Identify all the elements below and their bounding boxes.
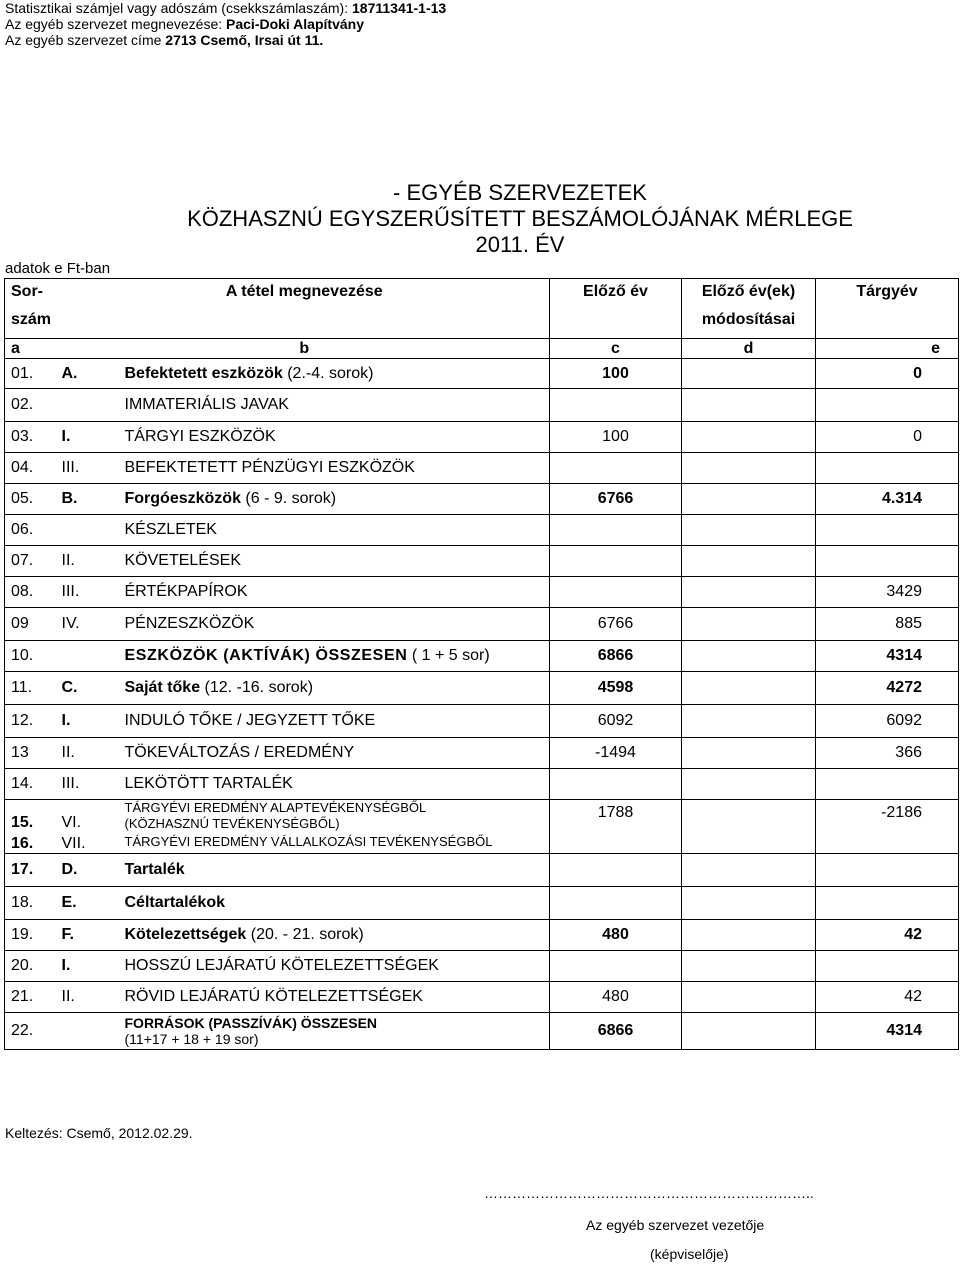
row-code	[60, 359, 117, 389]
row-prev-year-value: 6866	[597, 1021, 634, 1039]
row-code	[60, 577, 117, 608]
col-name: A tétel megnevezése	[60, 279, 550, 339]
row-prev-year	[550, 950, 682, 981]
row-name-suffix: ( 1 + 5 sor)	[407, 647, 490, 664]
row-current-year	[816, 950, 959, 981]
row-modification	[682, 608, 816, 641]
row-name	[117, 389, 550, 422]
row-code	[60, 389, 117, 422]
row-number	[5, 484, 60, 515]
row-modification	[682, 1012, 816, 1049]
table-row	[5, 641, 959, 672]
row-current-year	[816, 577, 959, 608]
row-name-text: HOSSZÚ LEJÁRATÚ KÖTELEZETTSÉGEK	[124, 956, 439, 974]
row-number-text: 04.	[11, 459, 34, 476]
row-current-year	[816, 453, 959, 484]
row-number	[5, 546, 60, 577]
row-current-year-value: 4314	[886, 1021, 922, 1039]
row-code-text: I.	[61, 428, 71, 445]
row-code-text: I.	[61, 956, 71, 974]
row-number	[5, 672, 60, 705]
table-row	[5, 886, 959, 919]
signer-subtitle: (képviselője)	[650, 1246, 729, 1262]
org-name-value: Paci-Doki Alapítvány	[226, 16, 364, 32]
row-name-text: Tartalék	[124, 860, 185, 878]
row-current-year	[816, 359, 959, 389]
row-current-year	[816, 422, 959, 453]
row-current-year	[816, 608, 959, 641]
row-number	[5, 389, 60, 422]
row-prev-year-value: 480	[602, 925, 629, 943]
row-modification	[682, 515, 816, 546]
row-prev-year	[550, 800, 682, 854]
row-current-year	[816, 672, 959, 705]
row-prev-year	[550, 672, 682, 705]
row-name-text: Kötelezettségek	[124, 925, 247, 943]
row-name	[117, 832, 550, 853]
row-name-text: Céltartalékok	[124, 893, 225, 911]
row-code	[60, 672, 117, 705]
row-prev-year	[550, 546, 682, 577]
row-prev-year	[550, 1012, 682, 1049]
row-current-year	[816, 800, 959, 854]
tax-number-value: 18711341-1-13	[352, 0, 447, 16]
row-prev-year	[550, 422, 682, 453]
row-code	[60, 769, 117, 800]
row-name-text: Saját tőke	[124, 679, 201, 696]
row-name	[117, 769, 550, 800]
row-name-line2: (KÖZHASZNÚ TEVÉKENYSÉGBŐL)	[124, 816, 340, 831]
row-code-text: III.	[61, 583, 80, 600]
row-name-text: TÖKEVÁLTOZÁS / EREDMÉNY	[124, 744, 355, 761]
row-current-year-value: 4314	[886, 647, 922, 664]
row-number-text: 02.	[11, 396, 34, 413]
row-code-text: IV.	[61, 615, 80, 632]
row-name	[117, 738, 550, 769]
table-row	[5, 577, 959, 608]
row-current-year-value: 0	[913, 364, 922, 382]
row-prev-year-value: 6766	[597, 615, 634, 632]
table-row	[5, 738, 959, 769]
row-name	[117, 705, 550, 738]
row-name-text: KÖVETELÉSEK	[124, 552, 241, 569]
row-name	[117, 608, 550, 641]
row-name	[117, 800, 550, 833]
row-name-text: Befektetett eszközök	[124, 364, 283, 382]
table-row	[5, 950, 959, 981]
row-prev-year	[550, 705, 682, 738]
row-code	[60, 800, 117, 833]
row-name	[117, 919, 550, 950]
row-number	[5, 950, 60, 981]
row-number-text: 19.	[11, 925, 34, 943]
org-address-label: Az egyéb szervezet címe	[5, 32, 166, 48]
org-address-value: 2713 Csemő, Irsai út 11.	[165, 32, 324, 48]
row-name-text: TÁRGYÉVI EREDMÉNY ALAPTEVÉKENYSÉGBŐL	[124, 800, 427, 815]
row-modification	[682, 853, 816, 886]
row-name-text: PÉNZESZKÖZÖK	[124, 615, 255, 632]
table-row	[5, 608, 959, 641]
row-number	[5, 919, 60, 950]
title-line-1: - EGYÉB SZERVEZETEK	[393, 180, 647, 205]
row-number	[5, 886, 60, 919]
row-current-year	[816, 981, 959, 1012]
letter-c: c	[550, 339, 682, 359]
row-code	[60, 919, 117, 950]
row-code-text: II.	[61, 744, 75, 761]
row-code	[60, 422, 117, 453]
table-row	[5, 705, 959, 738]
row-number-text: 12.	[11, 712, 34, 729]
table-row	[5, 981, 959, 1012]
row-code-text: II.	[61, 552, 75, 569]
row-number	[5, 800, 60, 833]
letter-d: d	[682, 339, 816, 359]
row-prev-year-value: 100	[602, 364, 629, 382]
row-modification	[682, 672, 816, 705]
row-number	[5, 422, 60, 453]
row-number-text: 15.	[11, 814, 34, 831]
balance-sheet-body	[5, 279, 959, 1050]
row-name-suffix: (2.-4. sorok)	[282, 364, 374, 382]
row-code	[60, 484, 117, 515]
row-code	[60, 981, 117, 1012]
row-modification	[682, 981, 816, 1012]
letter-a: a	[5, 339, 60, 359]
org-address-line	[5, 32, 323, 48]
row-name	[117, 1012, 550, 1049]
table-row	[5, 853, 959, 886]
row-code	[60, 453, 117, 484]
col-mod	[682, 279, 816, 339]
row-name-text: TÁRGYI ESZKÖZÖK	[124, 428, 276, 445]
row-prev-year-value: 6866	[597, 647, 634, 664]
row-number-text: 16.	[11, 834, 34, 852]
tax-number-line	[5, 0, 446, 16]
table-row	[5, 515, 959, 546]
row-prev-year-value: 6766	[597, 490, 634, 507]
row-number-text: 08.	[11, 583, 34, 600]
col-sor-line1: Sor-	[11, 283, 43, 300]
row-modification	[682, 422, 816, 453]
row-modification	[682, 641, 816, 672]
row-code-text: E.	[61, 893, 77, 911]
row-current-year	[816, 641, 959, 672]
row-code	[60, 705, 117, 738]
row-current-year	[816, 853, 959, 886]
row-current-year-value: -2186	[881, 804, 922, 821]
table-row	[5, 672, 959, 705]
col-sor	[5, 279, 60, 339]
row-prev-year	[550, 641, 682, 672]
row-number-text: 03.	[11, 428, 34, 445]
row-modification	[682, 705, 816, 738]
row-current-year-value: 3429	[886, 583, 922, 600]
row-code	[60, 1012, 117, 1049]
row-number-text: 11.	[11, 679, 33, 696]
row-modification	[682, 886, 816, 919]
row-code	[60, 853, 117, 886]
signer-title: Az egyéb szervezet vezetője	[586, 1217, 765, 1233]
row-current-year	[816, 484, 959, 515]
row-code-text: VII.	[61, 834, 86, 852]
row-name-line2: (11+17 + 18 + 19 sor)	[124, 1030, 259, 1047]
col-mod-line2: módosításai	[701, 311, 796, 328]
row-number-text: 10.	[11, 647, 34, 664]
row-current-year-value: 6092	[886, 712, 922, 729]
row-number	[5, 705, 60, 738]
row-prev-year	[550, 738, 682, 769]
row-prev-year	[550, 453, 682, 484]
row-name-text: ÉRTÉKPAPÍROK	[124, 583, 248, 600]
row-code	[60, 886, 117, 919]
row-modification	[682, 453, 816, 484]
row-current-year	[816, 919, 959, 950]
row-prev-year-value: 1788	[597, 804, 634, 821]
row-code-text: D.	[61, 860, 78, 878]
letters-row	[5, 339, 959, 359]
row-code-text: VI.	[61, 814, 82, 831]
row-prev-year	[550, 389, 682, 422]
row-code-text: F.	[61, 925, 74, 943]
table-row	[5, 546, 959, 577]
row-code-text: A.	[61, 364, 78, 382]
row-prev-year	[550, 981, 682, 1012]
row-current-year	[816, 546, 959, 577]
row-prev-year	[550, 608, 682, 641]
row-prev-year	[550, 484, 682, 515]
row-prev-year-value: 480	[602, 987, 629, 1005]
row-number	[5, 981, 60, 1012]
row-name-text: Forgóeszközök	[124, 490, 241, 507]
row-name-text: FORRÁSOK (PASSZÍVÁK) ÖSSZESEN	[124, 1014, 378, 1031]
row-name	[117, 672, 550, 705]
row-modification	[682, 950, 816, 981]
row-number	[5, 641, 60, 672]
row-name	[117, 577, 550, 608]
table-row	[5, 359, 959, 389]
row-code-text: C.	[61, 679, 78, 696]
row-prev-year	[550, 919, 682, 950]
col-sor-line2: szám	[11, 311, 52, 328]
row-code	[60, 738, 117, 769]
row-prev-year-value: 4598	[597, 679, 634, 696]
row-name-suffix: (20. - 21. sorok)	[246, 925, 364, 943]
row-prev-year	[550, 769, 682, 800]
row-number-text: 22.	[11, 1021, 34, 1039]
date-line: Keltezés: Csemő, 2012.02.29.	[5, 1125, 193, 1141]
row-modification	[682, 359, 816, 389]
row-current-year-value: 4.314	[881, 490, 922, 507]
balance-sheet-table	[4, 278, 959, 1050]
row-number	[5, 453, 60, 484]
row-name	[117, 453, 550, 484]
row-modification	[682, 919, 816, 950]
title-line-2: KÖZHASZNÚ EGYSZERŰSÍTETT BESZÁMOLÓJÁNAK MÉRLEGE	[187, 206, 853, 231]
row-modification	[682, 546, 816, 577]
row-code	[60, 608, 117, 641]
row-modification	[682, 738, 816, 769]
letter-b: b	[60, 339, 550, 359]
letter-e: e	[816, 339, 959, 359]
org-name-line	[5, 16, 364, 32]
row-number	[5, 515, 60, 546]
row-name	[117, 515, 550, 546]
row-name-text: RÖVID LEJÁRATÚ KÖTELEZETTSÉGEK	[124, 987, 423, 1005]
row-name	[117, 950, 550, 981]
row-prev-year-value: -1494	[595, 744, 636, 761]
row-prev-year	[550, 515, 682, 546]
row-name-text: LEKÖTÖTT TARTALÉK	[124, 775, 293, 792]
row-code	[60, 546, 117, 577]
row-name-text: KÉSZLETEK	[124, 521, 217, 538]
row-number-text: 18.	[11, 893, 34, 911]
row-number-text: 01.	[11, 364, 34, 382]
row-current-year	[816, 886, 959, 919]
row-current-year	[816, 738, 959, 769]
row-number-text: 07.	[11, 552, 34, 569]
row-number	[5, 769, 60, 800]
row-modification	[682, 769, 816, 800]
row-code-text: III.	[61, 459, 80, 476]
table-row	[5, 769, 959, 800]
row-number-text: 14.	[11, 775, 34, 792]
signature-line: ……………………………………………………………..	[484, 1185, 814, 1201]
row-code	[60, 641, 117, 672]
table-row	[5, 800, 959, 833]
row-number	[5, 359, 60, 389]
table-row	[5, 1012, 959, 1049]
row-prev-year	[550, 359, 682, 389]
row-modification	[682, 800, 816, 854]
tax-number-label: Statisztikai számjel vagy adószám (csekkszámlaszám):	[5, 0, 352, 16]
row-modification	[682, 577, 816, 608]
col-cur: Tárgyév	[816, 279, 959, 339]
row-number	[5, 1012, 60, 1049]
row-name	[117, 886, 550, 919]
row-name	[117, 422, 550, 453]
row-current-year	[816, 705, 959, 738]
row-current-year-value: 42	[904, 925, 922, 943]
row-number-text: 17.	[11, 860, 34, 878]
row-name	[117, 641, 550, 672]
row-name-text: IMMATERIÁLIS JAVAK	[124, 396, 289, 413]
row-number-text: 06.	[11, 521, 34, 538]
table-row	[5, 484, 959, 515]
row-current-year	[816, 515, 959, 546]
row-code-text: II.	[61, 987, 75, 1005]
row-name-suffix: (6 - 9. sorok)	[240, 490, 337, 507]
row-number-text: 21.	[11, 987, 34, 1005]
col-prev: Előző év	[550, 279, 682, 339]
row-number-text: 09	[11, 615, 29, 632]
col-mod-line1: Előző év(ek)	[701, 283, 796, 300]
title-year: 2011. ÉV	[475, 232, 565, 257]
row-name-text: ESZKÖZÖK (AKTÍVÁK) ÖSSZESEN	[124, 647, 408, 664]
row-code-text: III.	[61, 775, 80, 792]
row-name-text: BEFEKTETETT PÉNZÜGYI ESZKÖZÖK	[124, 459, 415, 476]
table-row	[5, 453, 959, 484]
row-name	[117, 359, 550, 389]
row-name-text: TÁRGYÉVI EREDMÉNY VÁLLALKOZÁSI TEVÉKENYSÉGBŐL	[124, 834, 493, 850]
row-prev-year-value: 6092	[597, 712, 634, 729]
row-number	[5, 608, 60, 641]
row-name-text: INDULÓ TŐKE / JEGYZETT TŐKE	[124, 712, 376, 729]
row-current-year-value: 4272	[886, 679, 922, 696]
row-current-year-value: 366	[895, 744, 922, 761]
row-name	[117, 546, 550, 577]
row-number-text: 13	[11, 744, 29, 761]
row-prev-year	[550, 577, 682, 608]
row-code-text: B.	[61, 490, 78, 507]
row-number	[5, 832, 60, 853]
row-name-suffix: (12. -16. sorok)	[200, 679, 314, 696]
row-current-year-value: 42	[904, 987, 922, 1005]
row-current-year	[816, 389, 959, 422]
row-code	[60, 950, 117, 981]
row-code	[60, 515, 117, 546]
row-number-text: 20.	[11, 956, 34, 974]
row-prev-year	[550, 853, 682, 886]
row-prev-year	[550, 886, 682, 919]
row-current-year	[816, 769, 959, 800]
row-number	[5, 577, 60, 608]
row-name	[117, 853, 550, 886]
row-code-text: I.	[61, 712, 71, 729]
units-label: adatok e Ft-ban	[5, 260, 111, 277]
row-modification	[682, 389, 816, 422]
row-current-year	[816, 1012, 959, 1049]
row-current-year-value: 0	[913, 428, 922, 445]
table-row	[5, 422, 959, 453]
row-current-year-value: 885	[895, 615, 922, 632]
row-code	[60, 832, 117, 853]
org-name-label: Az egyéb szervezet megnevezése:	[5, 16, 227, 32]
header-row	[5, 279, 959, 339]
table-row	[5, 919, 959, 950]
row-name	[117, 981, 550, 1012]
table-row	[5, 389, 959, 422]
row-name	[117, 484, 550, 515]
row-prev-year-value: 100	[602, 428, 629, 445]
row-modification	[682, 484, 816, 515]
row-number	[5, 853, 60, 886]
row-number-text: 05.	[11, 490, 34, 507]
row-number	[5, 738, 60, 769]
